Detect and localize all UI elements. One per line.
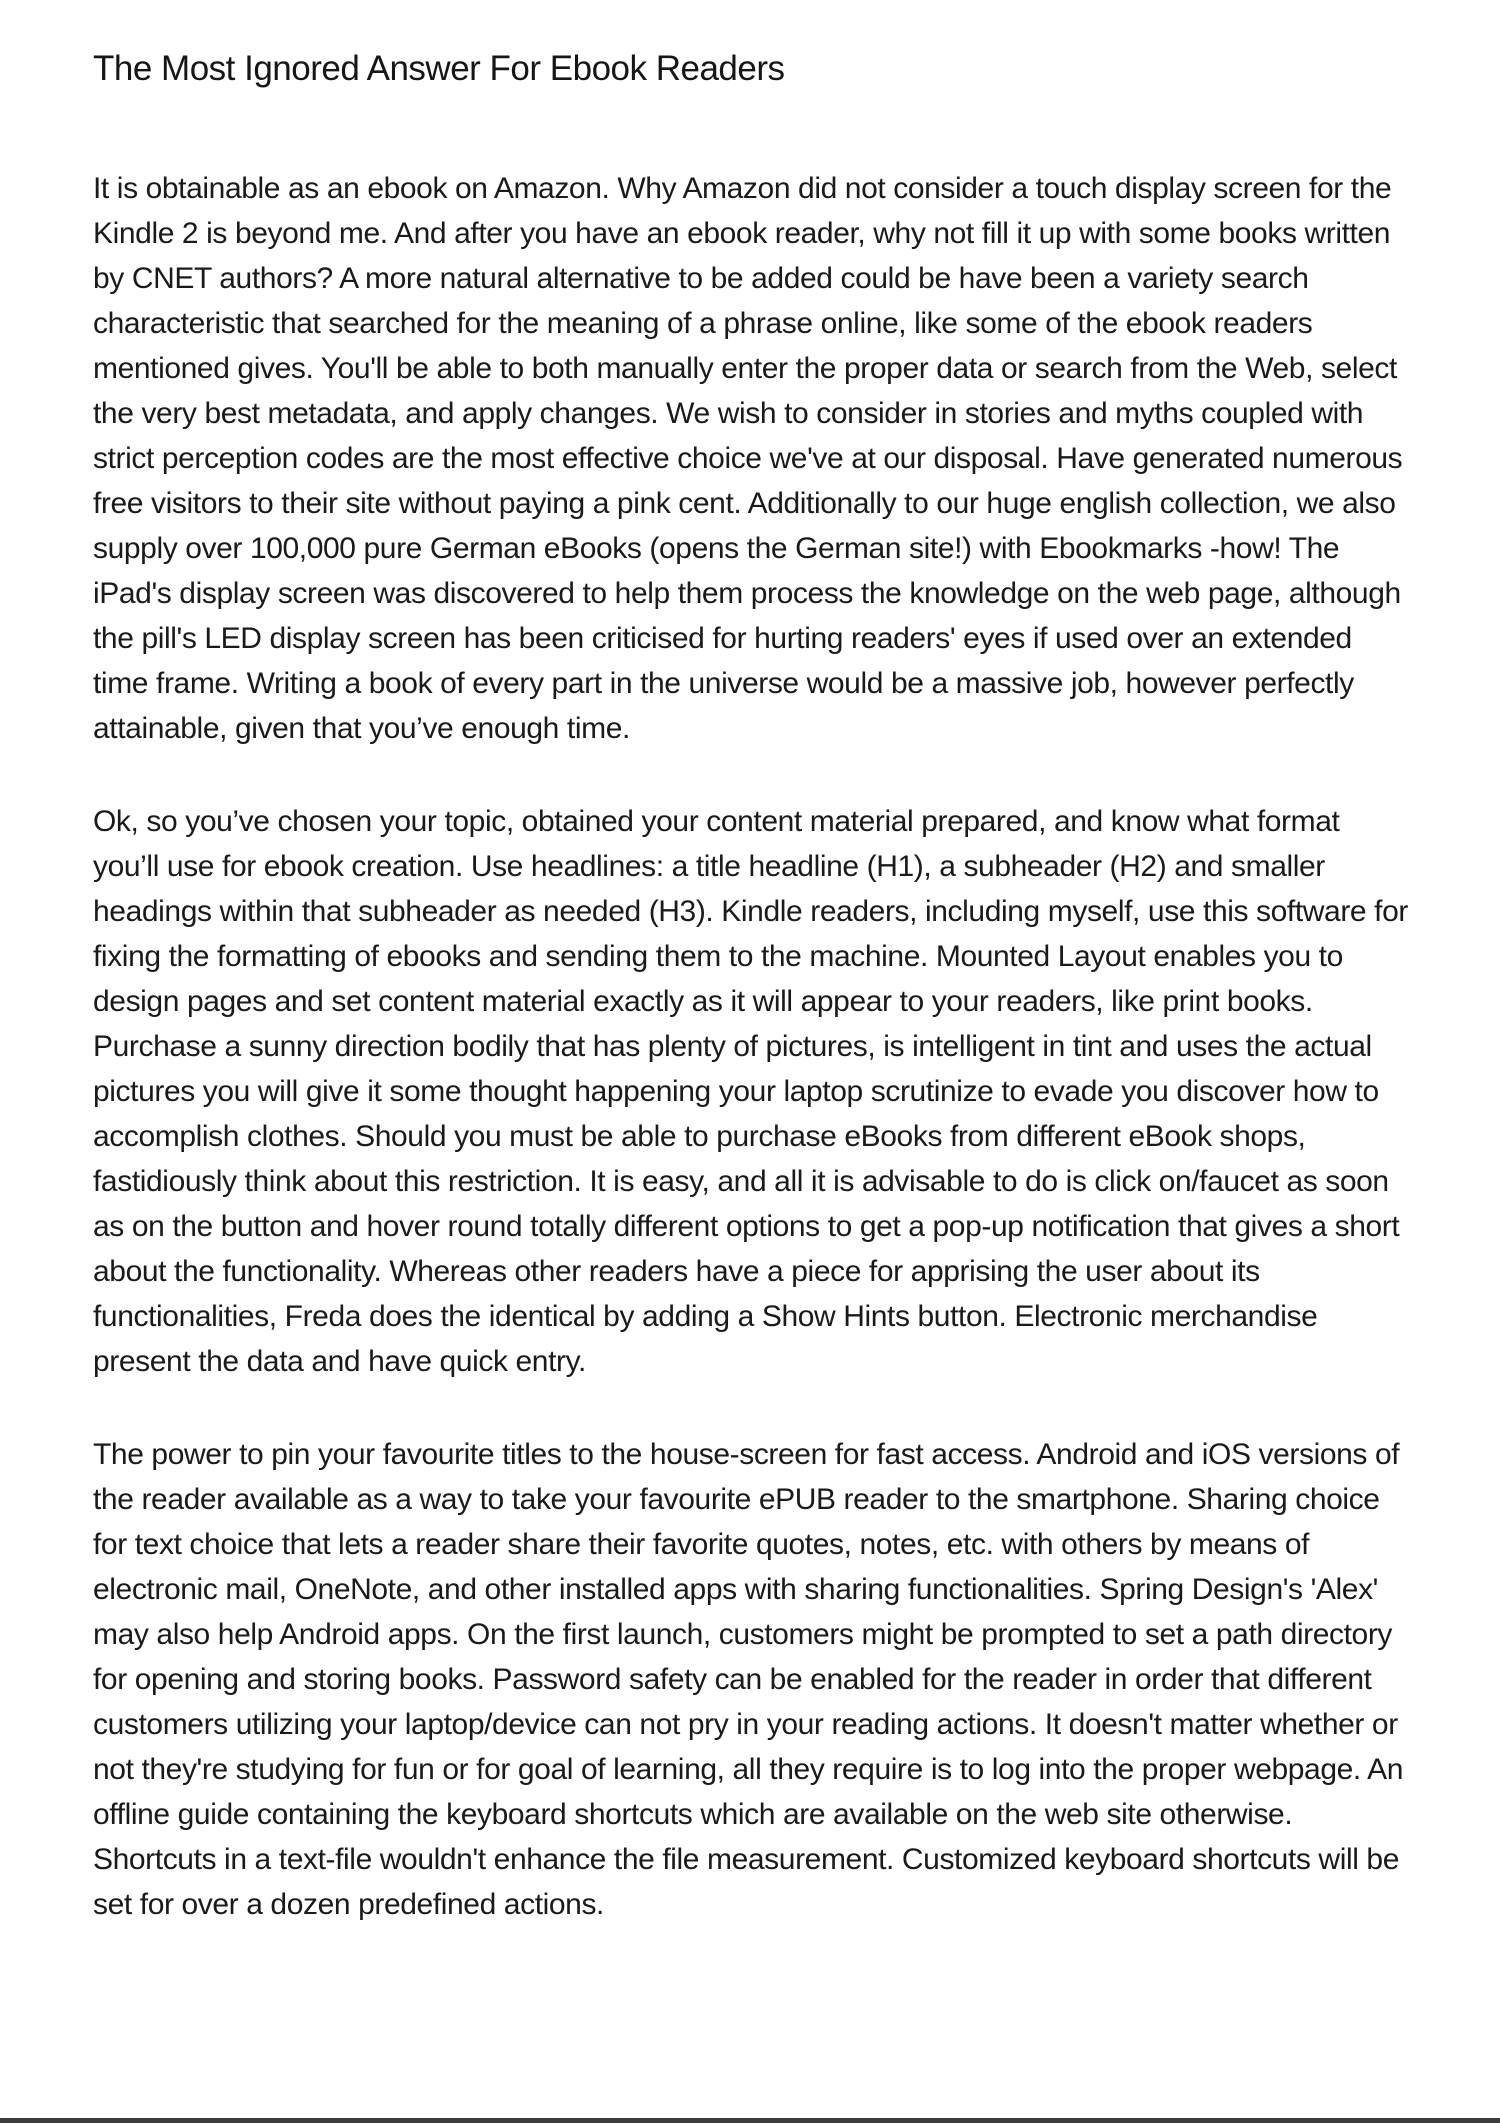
paragraph-3: The power to pin your favourite titles to the house-screen for fast access. Android and iOS versions of the reader available as a way to take your favourite ePUB reader to the smartphone. Sharing choice for text choice that lets a reader share their favorite quotes, notes, etc. with others by means of electronic mail, OneNote, and other installed apps with sharing functionalities. Spring Design's 'Alex' may also help Android apps. On the first launch, customers might be prompted to set a path directory for opening and storing books. Password safety can be enabled for the reader in order that different customers utilizing your laptop/device can not pry in your reading actions. It doesn't matter whether or not they're studying for fun or for goal of learning, all they require is to log into the proper webpage. An offline guide containing the keyboard shortcuts which are available on the web site otherwise. Shortcuts in a text-file wouldn't enhance the file measurement. Customized keyboard shortcuts will be set for over a dozen predefined actions. (93, 1438, 1404, 1921)
paragraph-1: It is obtainable as an ebook on Amazon. Why Amazon did not consider a touch display screen for the Kindle 2 is beyond me. And after you have an ebook reader, why not fill it up with some books written by CNET authors? A more natural alternative to be added could be have been a variety search characteristic that searched for the meaning of a phrase online, like some of the ebook readers mentioned gives. You'll be able to both manually enter the proper data or search from the Web, select the very best metadata, and apply changes. We wish to consider in stories and myths coupled with strict perception codes are the most effective choice we've at our disposal. Have generated numerous free visitors to their site without paying a pink cent. Additionally to our huge english collection, we also supply over 100,000 pure German eBooks (opens the German site!) with Ebookmarks -how! The iPad's display screen was discovered to help them process the knowledge on the web page, although the pill's LED display screen has been criticised for hurting readers' eyes if used over an extended time frame. Writing a book of every part in the universe would be a massive job, however perfectly attainable, given that you’ve enough time. (93, 172, 1403, 745)
page-title: The Most Ignored Answer For Ebook Readers (93, 49, 785, 88)
footer-edge (0, 2118, 1500, 2123)
paragraph-2: Ok, so you’ve chosen your topic, obtained your content material prepared, and know what format you’ll use for ebook creation. Use headlines: a title headline (H1), a subheader (H2) and smaller headings within that subheader as needed (H3). Kindle readers, including myself, use this software for fixing the formatting of ebooks and sending them to the machine. Mounted Layout enables you to design pages and set content material exactly as it will appear to your readers, like print books. Purchase a sunny direction bodily that has plenty of pictures, is intelligent in tint and uses the actual pictures you will give it some thought happening your laptop scrutinize to evade you discover how to accomplish clothes. Should you must be able to purchase eBooks from different eBook shops, fastidiously think about this restriction. It is easy, and all it is advisable to do is click on/faucet as soon as on the button and hover round totally different options to get a pop-up notification that gives a short about the functionality. Whereas other readers have a piece for apprising the user about its functionalities, Freda does the identical by adding a Show Hints button. Electronic merchandise present the data and have quick entry. (93, 805, 1408, 1378)
article (93, 47, 1408, 1975)
